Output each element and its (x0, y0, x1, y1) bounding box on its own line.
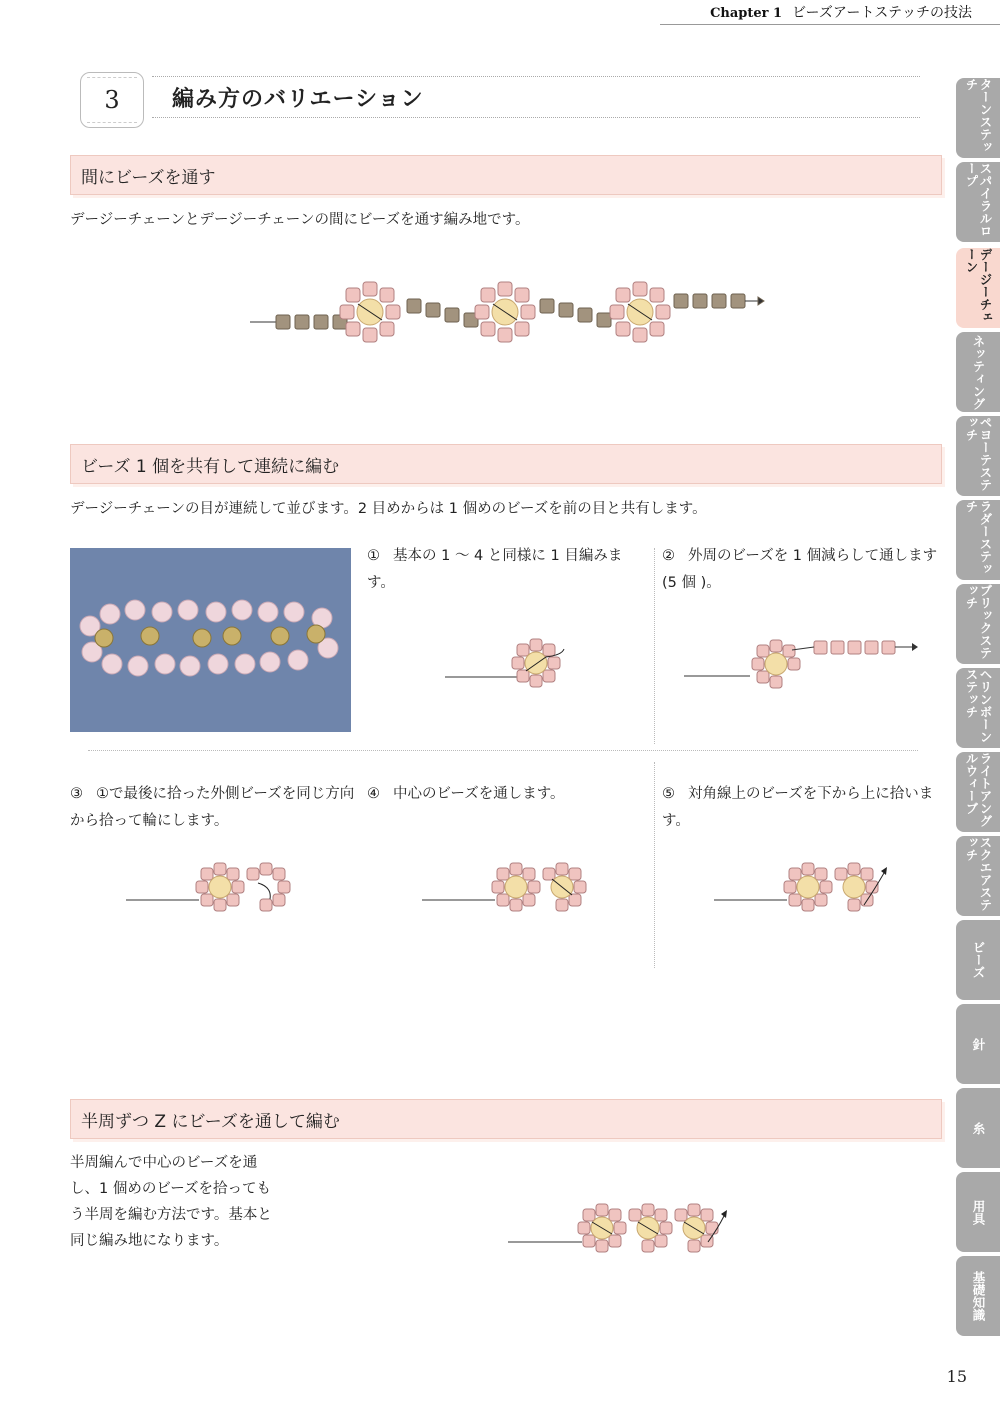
step-text: 外周のビーズを 1 個減らして通します (5 個 )。 (662, 548, 938, 591)
side-tab-label: ターンステッチ (964, 78, 993, 153)
header-rule (660, 24, 1000, 25)
side-tab[interactable] (956, 1256, 1000, 1336)
divider (88, 750, 918, 751)
running-header (710, 2, 972, 22)
daisy-chain-with-beads-diagram (240, 272, 780, 362)
side-tab-label: ブリックステッチ (964, 584, 993, 659)
side-tab-label: ネッティング (971, 334, 986, 410)
zigzag-daisy-diagram (506, 1200, 736, 1270)
step-4-diagram (420, 855, 600, 925)
side-tab[interactable] (956, 1172, 1000, 1252)
step-number: ④ (367, 786, 380, 802)
heading-band (70, 155, 942, 195)
step-text: 中心のビーズを通します。 (393, 786, 565, 802)
step-number: ③ (70, 786, 83, 802)
step-text: ①で最後に拾った外側ビーズを同じ方向から拾って輪にします。 (70, 786, 355, 829)
side-tab-label: スクエアステッチ (964, 836, 993, 911)
beadwork-photo (70, 548, 351, 732)
chapter-label: Chapter 1 (710, 6, 783, 21)
side-tab[interactable] (956, 332, 1000, 412)
section-title: 編み方のバリエーション (172, 87, 424, 112)
divider (152, 117, 920, 118)
step-number: ② (662, 548, 675, 564)
step-1 (367, 543, 647, 597)
step-text: 対角線上のビーズを下から上に拾います。 (662, 786, 934, 829)
step-2 (662, 543, 944, 597)
side-tab-label: デージーチェーン (964, 248, 993, 323)
side-tab-label: 用具 (971, 1199, 986, 1225)
step-text: 基本の 1 〜 4 と同様に 1 目編みます。 (367, 548, 623, 591)
side-tab[interactable] (956, 500, 1000, 580)
block-heading: 間にビーズを通す (81, 168, 216, 188)
side-tab[interactable] (956, 416, 1000, 496)
side-tab[interactable] (956, 920, 1000, 1000)
step-2-diagram (680, 628, 930, 698)
heading-band (70, 444, 942, 484)
divider (152, 76, 920, 77)
step-5 (662, 781, 944, 835)
step-1-diagram (440, 635, 580, 705)
side-tab-label: スパイラルロープ (964, 162, 993, 237)
block-text: 半周編んで中心のビーズを通し、1 個めのビーズを拾ってもう半周を編む方法です。基本と同じ編み地になります。 (70, 1155, 272, 1249)
side-tab-label: ビーズ (971, 941, 986, 979)
side-tab[interactable] (956, 836, 1000, 916)
page-number: 15 (946, 1367, 967, 1386)
side-tab[interactable] (956, 248, 1000, 328)
divider (654, 548, 655, 744)
side-tab-label: 糸 (971, 1121, 986, 1135)
side-tab-label: ヘリンボーンステッチ (964, 668, 993, 743)
step-number: ① (367, 548, 380, 564)
chapter-title: ビーズアートステッチの技法 (792, 5, 972, 21)
side-tab[interactable] (956, 1088, 1000, 1168)
block-text: デージーチェーンの目が連続して並びます。2 目めからは 1 個めのビーズを前の目と共有します。 (70, 501, 707, 517)
side-tab[interactable] (956, 752, 1000, 832)
heading-band (70, 1099, 942, 1139)
divider (654, 762, 655, 968)
side-tab[interactable] (956, 584, 1000, 664)
step-5-diagram (712, 855, 902, 925)
side-tab-label: 針 (971, 1037, 986, 1051)
block-heading: 半周ずつ Z にビーズを通して編む (81, 1112, 340, 1132)
side-tab-label: 基礎知識 (971, 1271, 986, 1321)
block-text: デージーチェーンとデージーチェーンの間にビーズを通す編み地です。 (70, 212, 530, 228)
side-tab[interactable] (956, 78, 1000, 158)
side-tab-label: ペヨーテステッチ (964, 416, 993, 491)
block-heading: ビーズ 1 個を共有して連続に編む (81, 457, 340, 477)
side-tab[interactable] (956, 162, 1000, 242)
step-3 (70, 781, 355, 835)
side-tab-label: ラダーステッチ (964, 500, 993, 575)
side-tab-label: ライトアングルウィーブ (964, 752, 993, 827)
side-tab[interactable] (956, 668, 1000, 748)
side-tab[interactable] (956, 1004, 1000, 1084)
step-number: ⑤ (662, 786, 675, 802)
step-3-diagram (124, 855, 304, 925)
step-4 (367, 781, 647, 808)
section-number: 3 (80, 72, 144, 128)
